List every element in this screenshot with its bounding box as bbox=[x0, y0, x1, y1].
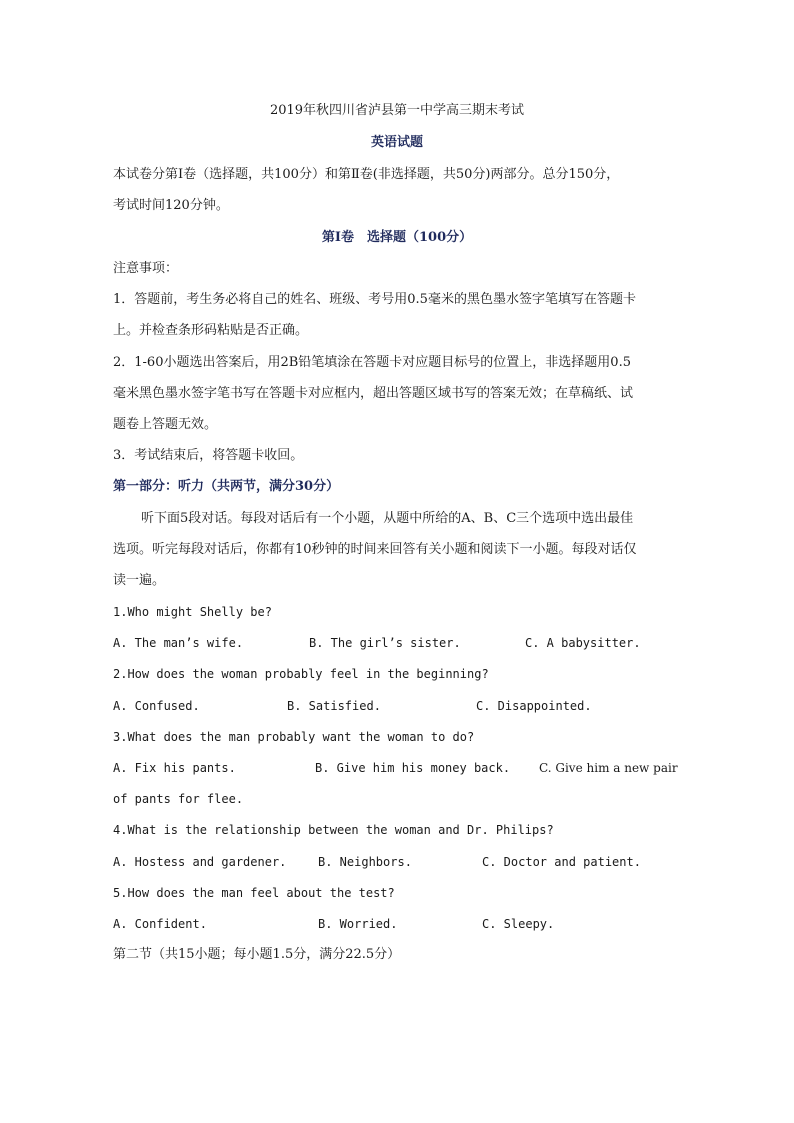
question-1: 1.Who might Shelly be? bbox=[113, 605, 272, 619]
question-1-option-b: B. The girl’s sister. bbox=[309, 636, 461, 650]
question-5-option-c: C. Sleepy. bbox=[482, 917, 555, 931]
question-5-option-b: B. Worried. bbox=[318, 917, 398, 931]
section1-title: 第一部分：听力（共两节，满分30分） bbox=[113, 479, 340, 494]
section1-instructions-line-1: 听下面5段对话。每段对话后有一个小题，从题中所给的A、B、C三个选项中选出最佳 bbox=[141, 511, 634, 526]
note-3: 3．考试结束后，将答题卡收回。 bbox=[113, 448, 304, 463]
question-3-option-c-continued: of pants for flee. bbox=[113, 792, 244, 806]
question-5-option-a: A. Confident. bbox=[113, 917, 207, 931]
question-4: 4.What is the relationship between the woman and Dr. Philips? bbox=[113, 823, 554, 837]
section1-instructions-line-3: 读一遍。 bbox=[113, 573, 166, 588]
note-2-line-1: 2．1-60小题选出答案后，用2B铅笔填涂在答题卡对应题目标号的位置上，非选择题用0.5 bbox=[113, 355, 631, 370]
question-3-option-c: C. Give him a new pair bbox=[539, 761, 678, 775]
note-2-line-3: 题卷上答题无效。 bbox=[113, 417, 218, 432]
question-2-option-a: A. Confused. bbox=[113, 699, 200, 713]
question-1-option-c: C. A babysitter. bbox=[525, 636, 641, 650]
note-1-line-2: 上。并检查条形码粘贴是否正确。 bbox=[113, 323, 309, 338]
section2-title: 第二节（共15小题；每小题1.5分，满分22.5分） bbox=[113, 947, 401, 962]
question-3-option-a: A. Fix his pants. bbox=[113, 761, 236, 775]
question-2-option-b: B. Satisfied. bbox=[287, 699, 381, 713]
subject-title: 英语试题 bbox=[370, 135, 423, 150]
intro-line-1: 本试卷分第Ⅰ卷（选择题，共100分）和第Ⅱ卷(非选择题，共50分)两部分。总分150分， bbox=[113, 167, 620, 182]
question-3-option-b: B. Give him his money back. bbox=[315, 761, 511, 775]
question-3: 3.What does the man probably want the woman to do? bbox=[113, 730, 475, 744]
intro-line-2: 考试时间120分钟。 bbox=[113, 198, 229, 213]
question-2-option-c: C. Disappointed. bbox=[476, 699, 592, 713]
notes-heading: 注意事项： bbox=[113, 261, 179, 276]
question-4-option-a: A. Hostess and gardener. bbox=[113, 855, 287, 869]
exam-title: 2019年秋四川省泸县第一中学高三期末考试 bbox=[269, 103, 525, 118]
note-1-line-1: 1．答题前，考生务必将自己的姓名、班级、考号用0.5毫米的黑色墨水签字笔填写在答题卡 bbox=[113, 292, 636, 307]
question-5: 5.How does the man feel about the test? bbox=[113, 886, 395, 900]
note-2-line-2: 毫米黑色墨水签字笔书写在答题卡对应框内，超出答题区域书写的答案无效；在草稿纸、试 bbox=[113, 386, 634, 401]
question-2: 2.How does the woman probably feel in the beginning? bbox=[113, 667, 489, 681]
part1-title: 第Ⅰ卷 选择题（100分） bbox=[321, 230, 473, 245]
question-4-option-c: C. Doctor and patient. bbox=[482, 855, 641, 869]
question-4-option-b: B. Neighbors. bbox=[318, 855, 412, 869]
question-1-option-a: A. The man’s wife. bbox=[113, 636, 244, 650]
section1-instructions-line-2: 选项。听完每段对话后，你都有10秒钟的时间来回答有关小题和阅读下一小题。每段对话仅 bbox=[113, 542, 637, 557]
